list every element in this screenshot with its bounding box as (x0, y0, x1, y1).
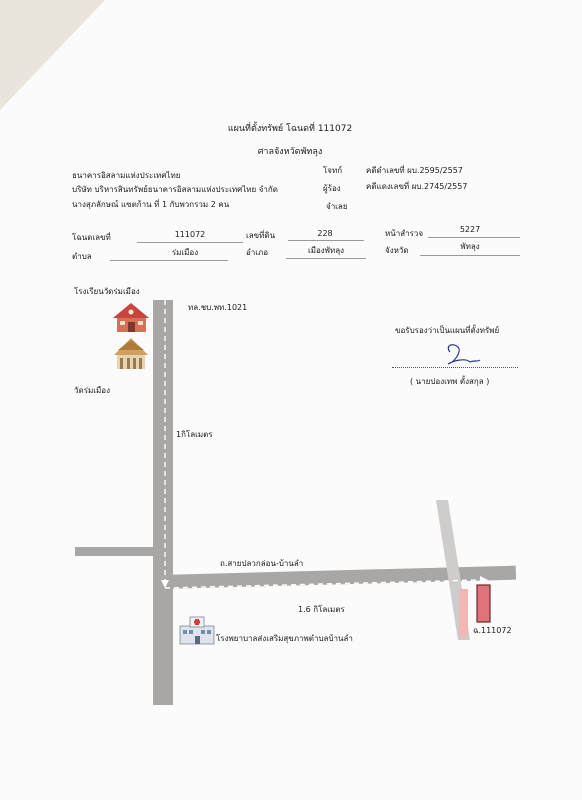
district-value: เมืองพัทลุง (307, 246, 345, 255)
subdistrict-value: ร่มเมือง (171, 248, 199, 257)
hospital-label: โรงพยาบาลส่งเสริมสุขภาพตำบลบ้านลำ (216, 634, 353, 643)
district-label: อำเภอ (246, 248, 269, 257)
side-road-label: ถ.สายปลวกล่อน-บ้านลำ (220, 559, 304, 568)
case-black-number: คดีดำเลขที่ ผบ.2595/2557 (366, 166, 463, 175)
province-value: พัทลุง (460, 242, 480, 251)
parcel-marker (477, 585, 490, 622)
court-name: ศาลจังหวัดพัทลุง (257, 147, 323, 157)
claimant-role: ผู้ร้อง (323, 184, 341, 193)
parcel-strip (459, 589, 468, 637)
subdistrict-label: ตำบล (72, 252, 92, 261)
deed-label: โฉนดเลขที่ (72, 233, 111, 242)
route-arrow-icon (480, 576, 488, 584)
survey-label: หน้าสำรวจ (385, 229, 424, 238)
parcel-number: 228 (317, 229, 333, 238)
plaintiff-name: ธนาคารอิสลามแห่งประเทศไทย (72, 171, 181, 180)
temple-icon (114, 338, 148, 369)
case-red-number: คดีแดงเลขที่ ผบ.2745/2557 (366, 182, 468, 191)
school-icon (113, 303, 149, 332)
distance-2-label: 1.6 กิโลเมตร (298, 605, 345, 614)
defendant-name: นางสุภลักษณ์ แซตก้าน ที่ 1 กับพวกรวม 2 คน (72, 200, 230, 209)
route-dash-horizontal (165, 580, 480, 588)
signer-name: ( นายปองเทพ ตั้งสกุล ) (410, 377, 490, 386)
signature-line (392, 367, 518, 368)
main-road-label: ทล.ชบ.พท.1021 (188, 303, 248, 312)
claimant-name: บริษัท บริหารสินทรัพย์ธนาคารอิสลามแห่งประเทศไทย จำกัด (72, 185, 278, 194)
certification-statement: ขอรับรองว่าเป็นแผนที่ตั้งทรัพย์ (395, 326, 500, 335)
distance-1-label: 1กิโลเมตร (176, 430, 213, 439)
signature-icon (448, 345, 480, 364)
route-arrow-down-icon (161, 580, 169, 588)
school-label: โรงเรียนวัดร่มเมือง (74, 287, 140, 296)
province-label: จังหวัด (385, 246, 409, 255)
temple-label: วัดร่มเมือง (74, 386, 110, 395)
hospital-icon (180, 617, 214, 644)
defendant-role: จำเลย (326, 202, 348, 211)
document-title: แผนที่ตั้งทรัพย์ โฉนดที่ 111072 (227, 124, 353, 134)
plaintiff-role: โจทก์ (323, 166, 343, 175)
deed-number: 111072 (174, 230, 206, 239)
parcel-label: เลขที่ดิน (246, 231, 276, 240)
survey-number: 5227 (459, 225, 481, 234)
parcel-label: ฉ.111072 (473, 626, 512, 635)
